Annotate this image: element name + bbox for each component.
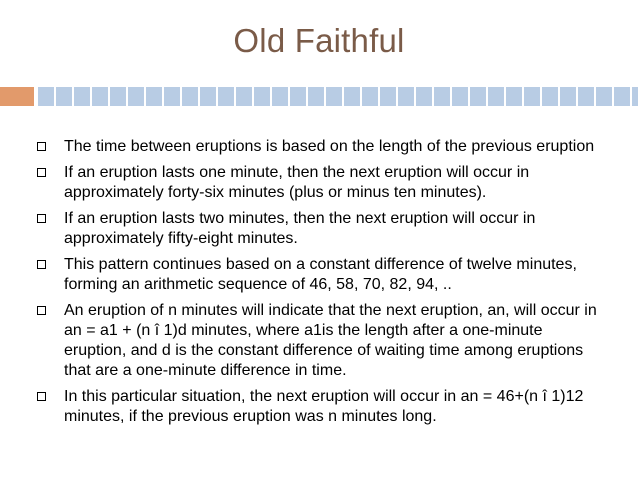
square-bullet-icon: [37, 260, 46, 269]
bullet-item: [0, 301, 638, 381]
bullet-item: [0, 209, 638, 249]
bullet-item: [0, 137, 638, 157]
square-bullet-icon: [37, 306, 46, 315]
bullet-text: If an eruption lasts one minute, then the next eruption will occur in approximately forty-six minutes (plus or minus ten minutes).: [64, 164, 530, 201]
square-bullet-icon: [37, 142, 46, 151]
slide-title: Old Faithful: [233, 22, 405, 59]
square-bullet-icon: [37, 168, 46, 177]
bullet-text: An eruption of n minutes will indicate that the next eruption, an, will occur in an = a1 + (n î 1)d minutes, where a1is the length after a one-minute eruption, and d is the constant difference of waiting time among eruptions that are a one-minute difference in time.: [64, 302, 597, 379]
bullet-text: In this particular situation, the next eruption will occur in an = 46+(n î 1)12 minutes, if the previous eruption was n minutes long.: [64, 388, 584, 425]
bullet-item: [0, 163, 638, 203]
divider-blue-segment: [38, 87, 638, 106]
title-divider: [0, 87, 638, 106]
bullet-text: The time between eruptions is based on the length of the previous eruption: [64, 138, 595, 155]
bullet-list: [0, 137, 638, 433]
bullet-text: If an eruption lasts two minutes, then the next eruption will occur in approximately fifty-eight minutes.: [64, 210, 536, 247]
square-bullet-icon: [37, 392, 46, 401]
bullet-item: [0, 255, 638, 295]
square-bullet-icon: [37, 214, 46, 223]
bullet-item: [0, 387, 638, 427]
bullet-text: This pattern continues based on a constant difference of twelve minutes, forming an arithmetic sequence of 46, 58, 70, 82, 94, ..: [64, 256, 577, 293]
divider-orange-segment: [0, 87, 34, 106]
